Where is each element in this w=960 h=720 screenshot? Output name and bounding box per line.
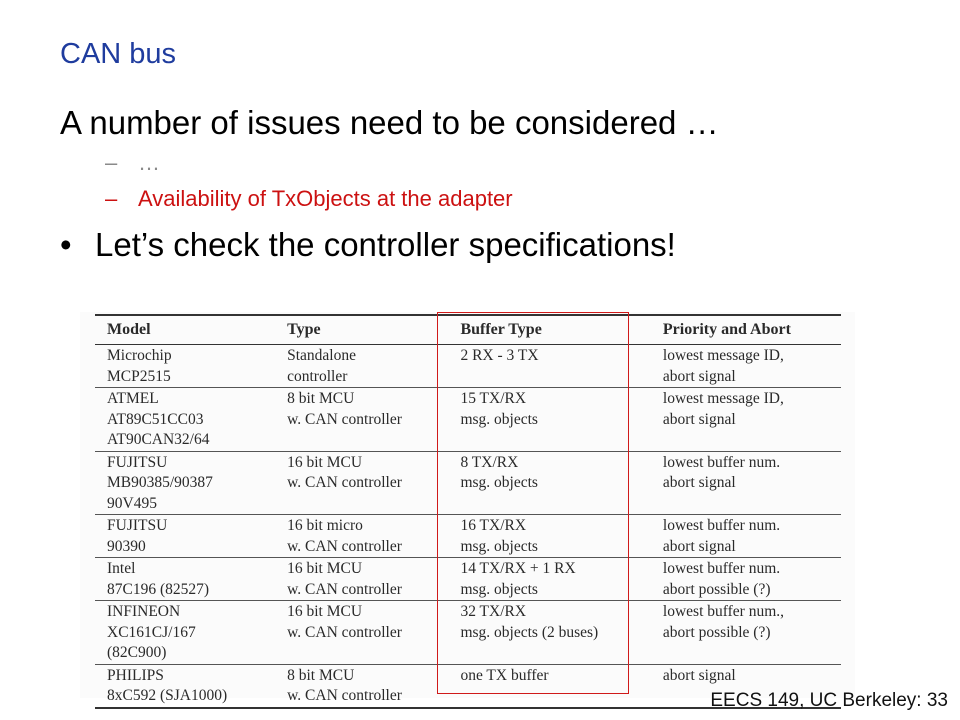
cell-line: MB90385/90387 xyxy=(107,474,213,491)
cell-line: abort signal xyxy=(662,537,736,555)
buffer-type-highlight-box xyxy=(437,312,629,694)
cell-model xyxy=(95,601,275,665)
cell-model xyxy=(95,388,275,452)
cell-type xyxy=(275,664,448,708)
cell-type xyxy=(275,558,448,601)
cell-line: INFINEON xyxy=(107,603,181,620)
header-type: Type xyxy=(275,315,448,345)
cell-line: lowest buffer num. xyxy=(662,453,781,471)
cell-line: AT90CAN32/64 xyxy=(107,431,210,448)
cell-type xyxy=(275,388,448,452)
cell-model xyxy=(95,451,275,515)
cell-line: w. CAN controller xyxy=(287,687,402,704)
cell-line: AT89C51CC03 xyxy=(107,410,204,428)
cell-line: w. CAN controller xyxy=(287,410,402,428)
cell-line: lowest message ID, xyxy=(662,347,784,364)
cell-line: (82C900) xyxy=(107,644,167,661)
cell-line: MCP2515 xyxy=(107,367,171,385)
cell-line: lowest buffer num. xyxy=(662,517,781,534)
cell-line: abort signal xyxy=(662,367,736,385)
cell-line: msg. objects xyxy=(460,410,538,428)
cell-line: 8 bit MCU xyxy=(287,390,355,407)
cell-line: FUJITSU xyxy=(107,453,168,471)
cell-line: 8xC592 (SJA1000) xyxy=(107,687,228,704)
dash-marker: – xyxy=(105,186,118,211)
cell-line: 16 bit micro xyxy=(287,517,363,534)
cell-model xyxy=(95,558,275,601)
cell-type xyxy=(275,601,448,665)
cell-line: w. CAN controller xyxy=(287,580,402,598)
dash-marker: – xyxy=(105,150,118,175)
cell-type xyxy=(275,515,448,558)
cell-line: 16 bit MCU xyxy=(287,603,363,620)
cell-line: lowest message ID, xyxy=(662,390,784,407)
cell-type xyxy=(275,345,448,388)
cell-priority-abort xyxy=(651,515,841,558)
footer-course-page: EECS 149, UC Berkeley: 33 xyxy=(710,690,948,711)
slide-title: CAN bus xyxy=(60,38,177,70)
cell-line: abort signal xyxy=(662,474,736,491)
cell-model xyxy=(95,664,275,708)
cell-line: 90V495 xyxy=(107,494,157,512)
cell-line: w. CAN controller xyxy=(287,537,402,555)
cell-line: XC161CJ/167 xyxy=(107,623,196,641)
cell-line: msg. objects xyxy=(460,537,538,555)
sub-bullet-text: … xyxy=(138,150,160,175)
cell-line: ATMEL xyxy=(107,390,159,407)
cell-line: 15 TX/RX xyxy=(460,390,527,407)
bullet-dot: • xyxy=(60,226,72,263)
cell-priority-abort xyxy=(651,558,841,601)
cell-model xyxy=(95,515,275,558)
cell-priority-abort xyxy=(651,345,841,388)
cell-type xyxy=(275,451,448,515)
main-bullet: A number of issues need to be considered … xyxy=(60,104,719,141)
sub-bullet-text: Availability of TxObjects at the adapter xyxy=(138,186,513,211)
cell-priority-abort xyxy=(651,388,841,452)
cell-priority-abort xyxy=(651,601,841,665)
cell-line: 14 TX/RX + 1 RX xyxy=(460,560,576,577)
bullet-text: Let’s check the controller specifications! xyxy=(95,226,676,263)
cell-line: 16 bit MCU xyxy=(287,560,363,577)
cell-line: 90390 xyxy=(107,537,146,555)
cell-line: 8 bit MCU xyxy=(287,666,355,684)
cell-line: 8 TX/RX xyxy=(460,453,519,471)
cell-line: msg. objects (2 buses) xyxy=(460,623,599,641)
cell-line: 32 TX/RX xyxy=(460,603,527,620)
header-buffer-type: Buffer Type xyxy=(448,315,650,345)
cell-line: 2 RX - 3 TX xyxy=(460,347,539,364)
header-model: Model xyxy=(95,315,275,345)
cell-line: 87C196 (82527) xyxy=(107,580,210,598)
cell-line: Standalone xyxy=(287,347,356,364)
cell-line: Microchip xyxy=(107,347,172,364)
cell-line: abort signal xyxy=(662,410,736,428)
cell-line: msg. objects xyxy=(460,474,538,491)
header-priority-abort: Priority and Abort xyxy=(651,315,841,345)
cell-line: FUJITSU xyxy=(107,517,168,534)
cell-line: controller xyxy=(287,367,348,385)
cell-line: w. CAN controller xyxy=(287,623,402,641)
cell-line: w. CAN controller xyxy=(287,474,402,491)
cell-line: abort signal xyxy=(662,666,736,684)
cell-line: 16 TX/RX xyxy=(460,517,527,534)
cell-priority-abort xyxy=(651,451,841,515)
cell-line: lowest buffer num. xyxy=(662,560,781,577)
cell-line: one TX buffer xyxy=(460,666,549,684)
cell-line: PHILIPS xyxy=(107,666,164,684)
cell-line: abort possible (?) xyxy=(662,580,771,598)
cell-line: 16 bit MCU xyxy=(287,453,363,471)
cell-line: lowest buffer num., xyxy=(662,603,785,620)
cell-line: Intel xyxy=(107,560,136,577)
cell-line: msg. objects xyxy=(460,580,538,598)
cell-line: abort possible (?) xyxy=(662,623,771,641)
cell-model xyxy=(95,345,275,388)
